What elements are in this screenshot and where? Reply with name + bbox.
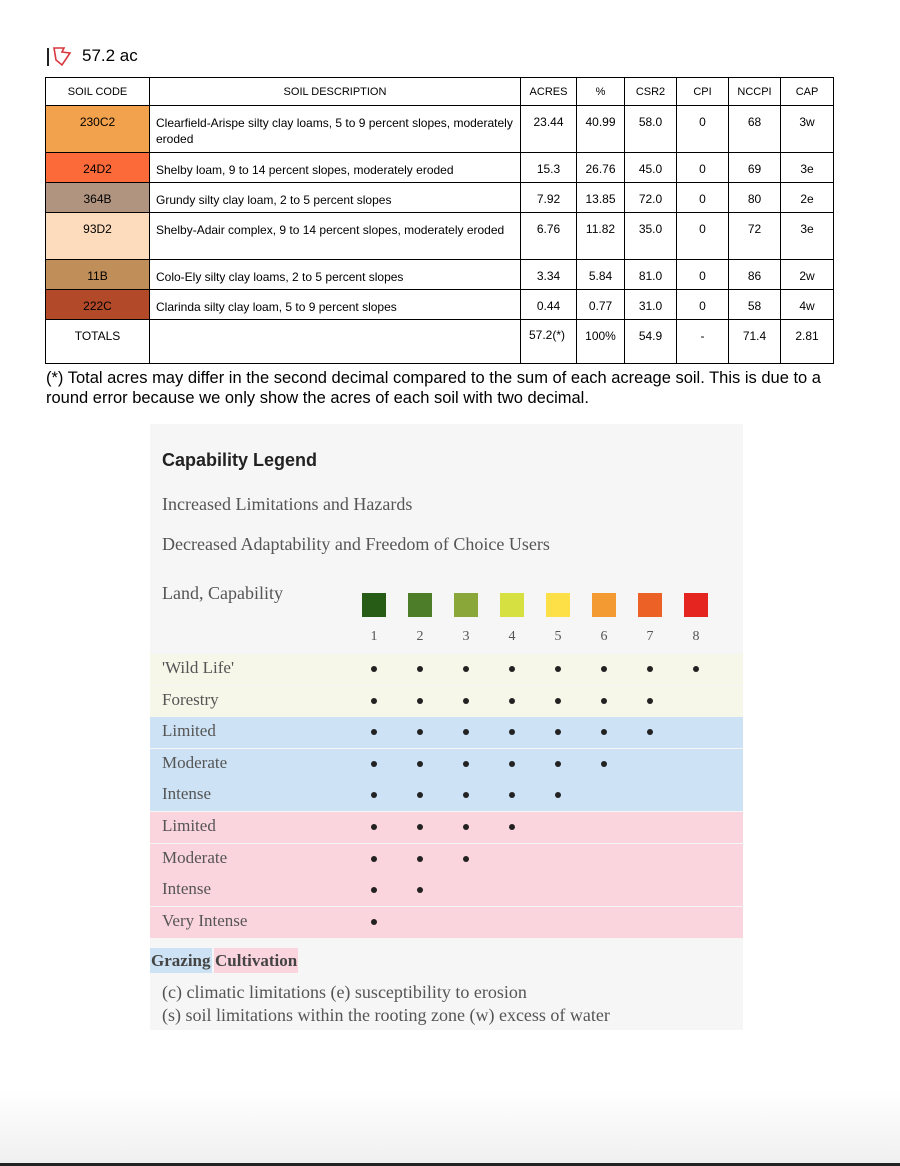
capability-dot	[417, 856, 423, 862]
csr2-cell: 72.0	[625, 183, 677, 213]
capability-dot	[693, 666, 699, 672]
acres-cell: 0.44	[521, 290, 577, 320]
capability-dot	[417, 887, 423, 893]
legend-title: Capability Legend	[162, 450, 318, 470]
table-row	[46, 213, 834, 260]
capability-class-5-swatch	[546, 593, 570, 617]
soil-description-cell: Colo-Ely silty clay loams, 2 to 5 percent slopes	[150, 260, 521, 290]
cpi-cell: 0	[677, 106, 729, 153]
soil-code-cell: 364B	[46, 183, 150, 213]
cap-cell: 3w	[781, 106, 834, 153]
capability-class-4-swatch	[500, 593, 524, 617]
capability-dot	[371, 792, 377, 798]
col-soil-code: SOIL CODE	[46, 78, 150, 106]
acres-cell: 3.34	[521, 260, 577, 290]
capability-dot	[601, 698, 607, 704]
capability-dot	[509, 792, 515, 798]
capability-class-number: 7	[646, 629, 654, 644]
capability-class-number: 1	[370, 629, 378, 644]
totals-nccpi: 71.4	[729, 320, 781, 364]
totals-label: TOTALS	[46, 320, 150, 364]
cpi-cell: 0	[677, 213, 729, 260]
legend-row-label: Moderate	[162, 847, 228, 867]
cpi-cell: 0	[677, 260, 729, 290]
field-outline-icon	[46, 44, 74, 68]
soil-code-cell: 230C2	[46, 106, 150, 153]
col-cpi: CPI	[677, 78, 729, 106]
acreage-header	[46, 44, 138, 68]
capability-dot	[417, 729, 423, 735]
totals-cap: 2.81	[781, 320, 834, 364]
acreage-footnote: (*) Total acres may differ in the second decimal compared to the sum of each acreage soil. This is due to a round error because we only show the acres of each soil with two decimal.	[46, 369, 821, 407]
nccpi-cell: 68	[729, 106, 781, 153]
capability-dot	[555, 761, 561, 767]
totals-cpi: -	[677, 320, 729, 364]
legend-row-grazing	[150, 780, 743, 811]
capability-dot	[417, 761, 423, 767]
legend-row-wild	[150, 654, 743, 685]
legend-row-grazing	[150, 717, 743, 748]
table-row	[46, 290, 834, 320]
capability-dot	[647, 729, 653, 735]
legend-row-cultivation	[150, 812, 743, 843]
legend-row-label: Moderate	[162, 752, 228, 772]
table-row	[46, 153, 834, 183]
soil-table-header	[46, 78, 834, 106]
capability-class-number: 2	[416, 629, 424, 644]
cpi-cell: 0	[677, 153, 729, 183]
csr2-cell: 45.0	[625, 153, 677, 183]
capability-dot	[417, 698, 423, 704]
capability-dot	[509, 729, 515, 735]
col-nccpi: NCCPI	[729, 78, 781, 106]
totals-row	[46, 320, 834, 364]
soil-code-cell: 222C	[46, 290, 150, 320]
soil-description-cell: Clearfield-Arispe silty clay loams, 5 to 9 percent slopes, moderately eroded	[150, 106, 521, 153]
capability-dot	[647, 666, 653, 672]
capability-dot	[601, 761, 607, 767]
capability-dot	[555, 666, 561, 672]
totals-description	[150, 320, 521, 364]
capability-dot	[647, 698, 653, 704]
cap-cell: 3e	[781, 213, 834, 260]
soil-description-cell: Shelby-Adair complex, 9 to 14 percent slopes, moderately eroded	[150, 213, 521, 260]
percent-cell: 40.99	[577, 106, 625, 153]
capability-dot	[601, 666, 607, 672]
cultivation-key: Cultivation	[214, 948, 298, 973]
totals-acres: 57.2(*)	[521, 320, 577, 364]
capability-dot	[555, 792, 561, 798]
capability-dot	[509, 698, 515, 704]
totals-percent: 100%	[577, 320, 625, 364]
capability-class-number: 8	[692, 629, 700, 644]
legend-row-label: Limited	[162, 721, 216, 741]
capability-dot	[509, 824, 515, 830]
csr2-cell: 35.0	[625, 213, 677, 260]
capability-dot	[463, 856, 469, 862]
table-row	[46, 106, 834, 153]
nccpi-cell: 72	[729, 213, 781, 260]
capability-dot	[463, 792, 469, 798]
cap-cell: 2e	[781, 183, 834, 213]
capability-class-1-swatch	[362, 593, 386, 617]
nccpi-cell: 80	[729, 183, 781, 213]
table-row	[46, 183, 834, 213]
cap-cell: 3e	[781, 153, 834, 183]
capability-class-6-swatch	[592, 593, 616, 617]
capability-dot	[417, 824, 423, 830]
soil-code-cell: 93D2	[46, 213, 150, 260]
capability-dot	[463, 698, 469, 704]
capability-dot	[371, 887, 377, 893]
capability-legend	[150, 424, 743, 1030]
bottom-bar	[0, 1090, 900, 1166]
soil-description-cell: Grundy silty clay loam, 2 to 5 percent slopes	[150, 183, 521, 213]
percent-cell: 13.85	[577, 183, 625, 213]
capability-dot	[463, 761, 469, 767]
percent-cell: 5.84	[577, 260, 625, 290]
percent-cell: 11.82	[577, 213, 625, 260]
acres-cell: 6.76	[521, 213, 577, 260]
capability-dot	[371, 761, 377, 767]
cap-cell: 4w	[781, 290, 834, 320]
csr2-cell: 81.0	[625, 260, 677, 290]
legend-row-wild	[150, 686, 743, 717]
percent-cell: 26.76	[577, 153, 625, 183]
capability-class-number: 6	[600, 629, 608, 644]
capability-class-number: 3	[462, 629, 470, 644]
acres-cell: 7.92	[521, 183, 577, 213]
cap-cell: 2w	[781, 260, 834, 290]
legend-row-label: Intense	[162, 784, 212, 804]
legend-row-cultivation	[150, 875, 743, 906]
capability-dot	[371, 919, 377, 925]
legend-row-cultivation	[150, 907, 743, 938]
legend-row-label: 'Wild Life'	[162, 658, 235, 677]
col-cap: CAP	[781, 78, 834, 106]
capability-dot	[463, 729, 469, 735]
legend-line-adaptability: Decreased Adaptability and Freedom of Choice Users	[162, 534, 550, 554]
legend-note-soil-water: (s) soil limitations within the rooting zone (w) excess of water	[162, 1005, 610, 1025]
legend-line-limitations: Increased Limitations and Hazards	[162, 494, 413, 514]
capability-dot	[371, 729, 377, 735]
grazing-key: Grazing	[150, 948, 212, 973]
capability-dot	[555, 698, 561, 704]
legend-row-label: Intense	[162, 879, 212, 899]
legend-note-climatic-erosion: (c) climatic limitations (e) susceptibility to erosion	[162, 982, 527, 1002]
legend-row-cultivation	[150, 844, 743, 875]
capability-dot	[601, 729, 607, 735]
col-percent: %	[577, 78, 625, 106]
col-csr2: CSR2	[625, 78, 677, 106]
csr2-cell: 58.0	[625, 106, 677, 153]
capability-dot	[463, 824, 469, 830]
csr2-cell: 31.0	[625, 290, 677, 320]
total-acres-label: 57.2 ac	[82, 46, 138, 65]
table-row	[46, 260, 834, 290]
legend-line-land-capability: Land, Capability	[162, 583, 283, 603]
soil-code-cell: 24D2	[46, 153, 150, 183]
capability-dot	[509, 666, 515, 672]
capability-dot	[417, 666, 423, 672]
col-acres: ACRES	[521, 78, 577, 106]
nccpi-cell: 69	[729, 153, 781, 183]
acres-cell: 15.3	[521, 153, 577, 183]
soil-code-cell: 11B	[46, 260, 150, 290]
capability-class-8-swatch	[684, 593, 708, 617]
cpi-cell: 0	[677, 290, 729, 320]
soil-description-cell: Clarinda silty clay loam, 5 to 9 percent slopes	[150, 290, 521, 320]
percent-cell: 0.77	[577, 290, 625, 320]
legend-row-grazing	[150, 749, 743, 780]
soil-table	[45, 77, 834, 364]
capability-dot	[555, 729, 561, 735]
capability-class-number: 4	[508, 629, 516, 644]
capability-class-3-swatch	[454, 593, 478, 617]
capability-dot	[371, 824, 377, 830]
nccpi-cell: 86	[729, 260, 781, 290]
legend-row-label: Very Intense	[162, 910, 248, 930]
legend-row-label: Forestry	[162, 689, 219, 709]
capability-class-2-swatch	[408, 593, 432, 617]
capability-dot	[371, 666, 377, 672]
cpi-cell: 0	[677, 183, 729, 213]
capability-dot	[509, 761, 515, 767]
col-soil-description: SOIL DESCRIPTION	[150, 78, 521, 106]
capability-dot	[371, 856, 377, 862]
nccpi-cell: 58	[729, 290, 781, 320]
capability-dot	[417, 792, 423, 798]
capability-class-number: 5	[554, 629, 562, 644]
legend-row-label: Limited	[162, 816, 216, 835]
totals-csr2: 54.9	[625, 320, 677, 364]
soil-description-cell: Shelby loam, 9 to 14 percent slopes, moderately eroded	[150, 153, 521, 183]
capability-class-7-swatch	[638, 593, 662, 617]
acres-cell: 23.44	[521, 106, 577, 153]
capability-dot	[463, 666, 469, 672]
capability-dot	[371, 698, 377, 704]
